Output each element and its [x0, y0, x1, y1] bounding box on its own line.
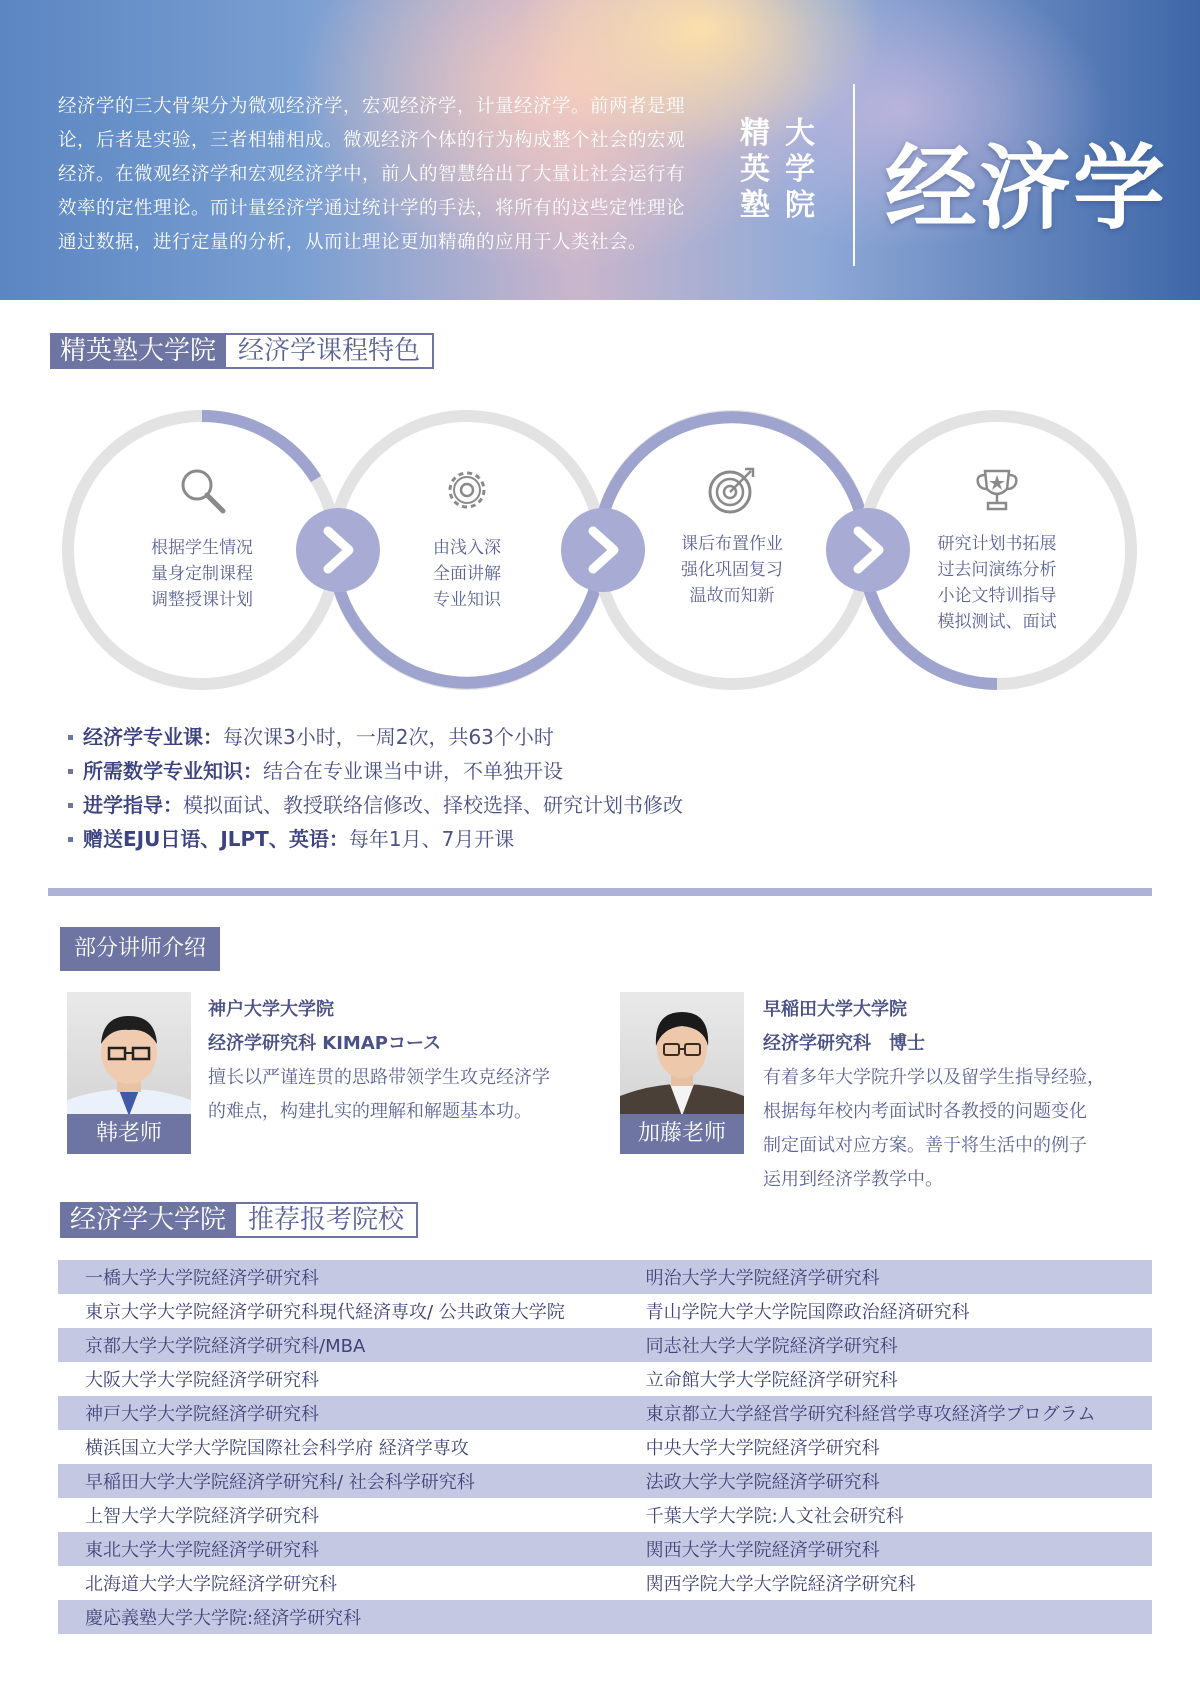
teacher-photo-1	[67, 992, 191, 1116]
table-cell: 中央大学大学院経済学研究科	[619, 1430, 1152, 1464]
teacher-name-1: 韩老师	[67, 1114, 191, 1154]
schools-heading-right: 推荐报考院校	[236, 1202, 418, 1238]
table-row	[58, 1362, 1152, 1396]
table-cell: 東北大学大学院経済学研究科	[58, 1532, 619, 1566]
teacher-name-2: 加藤老师	[620, 1114, 744, 1154]
table-cell: 大阪大学大学院経済学研究科	[58, 1362, 619, 1396]
table-cell	[619, 1600, 1152, 1634]
table-cell: 東京大学大学院経済学研究科現代経済専攻/ 公共政策大学院	[58, 1294, 619, 1328]
arrow-icon	[296, 508, 380, 592]
section-divider	[48, 888, 1152, 896]
features-heading-brand: 精英塾大学院	[50, 333, 226, 369]
schools-heading	[60, 1202, 418, 1238]
table-row	[58, 1498, 1152, 1532]
table-cell: 関西大学大学院経済学研究科	[619, 1532, 1152, 1566]
features-flow	[40, 395, 1160, 705]
table-cell: 青山学院大学大学院国際政治経済研究科	[619, 1294, 1152, 1328]
gear-icon	[440, 463, 494, 517]
table-cell: 北海道大学大学院経済学研究科	[58, 1566, 619, 1600]
list-item: 所需数学专业知识： 结合在专业课当中讲，不单独开设	[68, 754, 683, 788]
table-cell: 上智大学大学院経済学研究科	[58, 1498, 619, 1532]
table-row	[58, 1430, 1152, 1464]
table-row	[58, 1328, 1152, 1362]
magnifier-icon	[175, 463, 229, 517]
brand-text-col1: 精英塾	[740, 116, 770, 223]
table-row	[58, 1566, 1152, 1600]
table-cell: 千葉大学大学院:人文社会研究科	[619, 1498, 1152, 1532]
table-cell: 慶応義塾大学大学院:経済学研究科	[58, 1600, 619, 1634]
table-cell: 同志社大学大学院経済学研究科	[619, 1328, 1152, 1362]
teachers-heading: 部分讲师介绍	[60, 927, 220, 971]
table-cell: 明治大学大学院経済学研究科	[619, 1260, 1152, 1294]
table-cell: 東京都立大学経営学研究科経営学専攻経済学プログラム	[619, 1396, 1152, 1430]
table-row	[58, 1260, 1152, 1294]
table-cell: 一橋大学大学院経済学研究科	[58, 1260, 619, 1294]
hero-title: 经济学	[885, 135, 1168, 242]
list-item: 进学指导： 模拟面试、教授联络信修改、择校选择、研究计划书修改	[68, 788, 683, 822]
list-item: 赠送EJU日语、JLPT、英语： 每年1月、7月开课	[68, 822, 683, 856]
brand-text-col2: 大学院	[785, 116, 815, 223]
table-cell: 神戸大学大学院経済学研究科	[58, 1396, 619, 1430]
trophy-icon	[970, 463, 1024, 517]
schools-heading-left: 经济学大学院	[60, 1202, 236, 1238]
schools-table	[58, 1260, 1152, 1634]
list-item: 经济学专业课： 每次课3小时，一周2次，共63个小时	[68, 720, 683, 754]
table-row	[58, 1294, 1152, 1328]
feature-text-3: 课后布置作业 强化巩固复习 温故而知新	[681, 534, 783, 606]
hero-description: 经济学的三大骨架分为微观经济学，宏观经济学，计量经济学。前两者是理论，后者是实验，三者相辅相成。微观经济个体的行为构成整个社会的宏观经济。在微观经济学和宏观经济学中，前人的智慧给出了大量让社会运行有效率的定性理论。而计量经济学通过统计学的手法，将所有的这些定性理论通过数据，进行定量的分析，从而让理论更加精确的应用于人类社会。	[58, 96, 686, 253]
feature-text-2: 由浅入深 全面讲解 专业知识	[433, 538, 501, 610]
arrow-icon	[561, 508, 645, 592]
table-cell: 立命館大学大学院経済学研究科	[619, 1362, 1152, 1396]
table-cell: 関西学院大学大学院経済学研究科	[619, 1566, 1152, 1600]
teacher-info-2: 早稲田大学大学院 经济学研究科 博士 有着多年大学院升学以及留学生指导经验， 根据每年校内考面试时各教授的问题变化 制定面试对应方案。善于将生活中的例子 运用到经济学教学中。	[763, 999, 1105, 1190]
feature-text-1: 根据学生情况 量身定制课程 调整授课计划	[151, 538, 253, 610]
table-cell: 早稲田大学大学院経済学研究科/ 社会科学研究科	[58, 1464, 619, 1498]
features-heading	[50, 333, 434, 369]
table-row	[58, 1464, 1152, 1498]
teacher-photo-2	[620, 992, 744, 1116]
feature-text-4: 研究计划书拓展 过去问演练分析 小论文特训指导 模拟测试、面试	[937, 534, 1057, 632]
arrow-icon	[826, 508, 910, 592]
hero-banner	[0, 0, 1200, 300]
table-row	[58, 1600, 1152, 1634]
target-icon	[705, 463, 759, 517]
table-row	[58, 1532, 1152, 1566]
features-heading-title: 经济学课程特色	[226, 333, 434, 369]
teacher-info-1: 神户大学大学院 经济学研究科 KIMAPコース 擅长以严谨连贯的思路带领学生攻克经济学 的难点，构建扎实的理解和解题基本功。	[208, 999, 550, 1122]
table-row	[58, 1396, 1152, 1430]
table-cell: 横浜国立大学大学院国際社会科学府 経済学専攻	[58, 1430, 619, 1464]
hero-divider	[853, 84, 855, 266]
feature-list	[68, 720, 683, 856]
table-cell: 法政大学大学院経済学研究科	[619, 1464, 1152, 1498]
table-cell: 京都大学大学院経済学研究科/MBA	[58, 1328, 619, 1362]
